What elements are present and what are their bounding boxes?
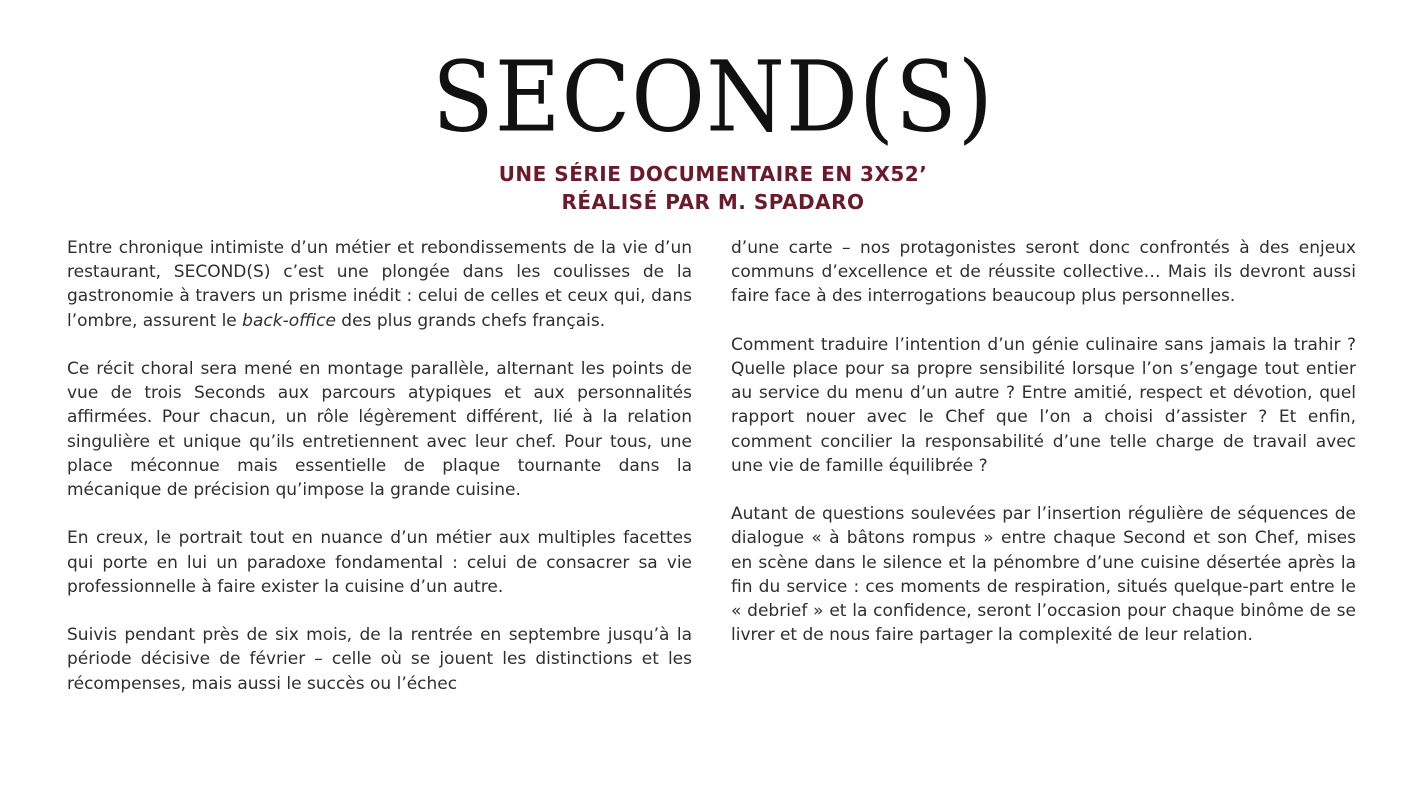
- intro-text-start: Entre chronique intimiste d’un métier et rebondissements de la vie d’un restaurant, SECOND(S) c’est une plongée dans les coulisses de la gastronomie à travers un prisme inédit : celui de celles et ceux qui, dans l’ombre, assurent le: [67, 238, 692, 331]
- series-subtitle: [0, 160, 1426, 216]
- subtitle-line-2: RÉALISÉ PAR M. SPADARO: [561, 190, 865, 214]
- paragraph-portrait: En creux, le portrait tout en nuance d’un métier aux multiples facettes qui porte en lui un paradoxe fondamental : celui de consacrer sa vie professionnelle à faire exister la cuisine d’un autre.: [67, 528, 692, 597]
- paragraph-intro: [67, 236, 692, 333]
- paragraph-choral: Ce récit choral sera mené en montage parallèle, alternant les points de vue de trois Seconds aux parcours atypiques et aux personnalités affirmées. Pour chacun, un rôle légèrement différent, lié à la relation singulière et unique qu’ils entretiennent avec leur chef. Pour tous, une place méconnue mais essentielle de plaque tournante dans la mécanique de précision qu’impose la grande cuisine.: [67, 359, 692, 501]
- right-text-column: [731, 236, 1356, 672]
- paragraph-continuation: d’une carte – nos protagonistes seront donc confrontés à des enjeux communs d’excellence et de réussite collective… Mais ils devront aussi faire face à des interrogations beaucoup plus personnelles.: [731, 238, 1356, 307]
- paragraph-questions: Comment traduire l’intention d’un génie culinaire sans jamais la trahir ? Quelle place pour sa propre sensibilité lorsque l’on s’engage tout entier au service du menu d’un autre ? Entre amitié, respect et dévotion, quel rapport nouer avec le Chef que l’on a choisi d’assister ? Et enfin, comment concilier la responsabilité d’une telle charge de travail avec une vie de famille équilibrée ?: [731, 334, 1356, 476]
- series-title: SECOND(S): [432, 40, 994, 155]
- intro-italic-term: back-office: [242, 310, 336, 331]
- left-text-column: [67, 236, 692, 720]
- subtitle-line-1: UNE SÉRIE DOCUMENTAIRE EN 3X52’: [498, 162, 928, 186]
- paragraph-timeline: Suivis pendant près de six mois, de la rentrée en septembre jusqu’à la période décisive de février – celle où se jouent les distinctions et les récompenses, mais aussi le succès ou l’échec: [67, 625, 692, 694]
- intro-text-end: des plus grands chefs français.: [335, 310, 606, 331]
- paragraph-dialogues: Autant de questions soulevées par l’insertion régulière de séquences de dialogue « à bâtons rompus » entre chaque Second et son Chef, mises en scène dans le silence et la pénombre d’une cuisine désertée après la fin du service : ces moments de respiration, situés quelque-part entre le « debrief » et la confidence, seront l’occasion pour chaque binôme de se livrer et de nous faire partager la complexité de leur relation.: [731, 504, 1356, 646]
